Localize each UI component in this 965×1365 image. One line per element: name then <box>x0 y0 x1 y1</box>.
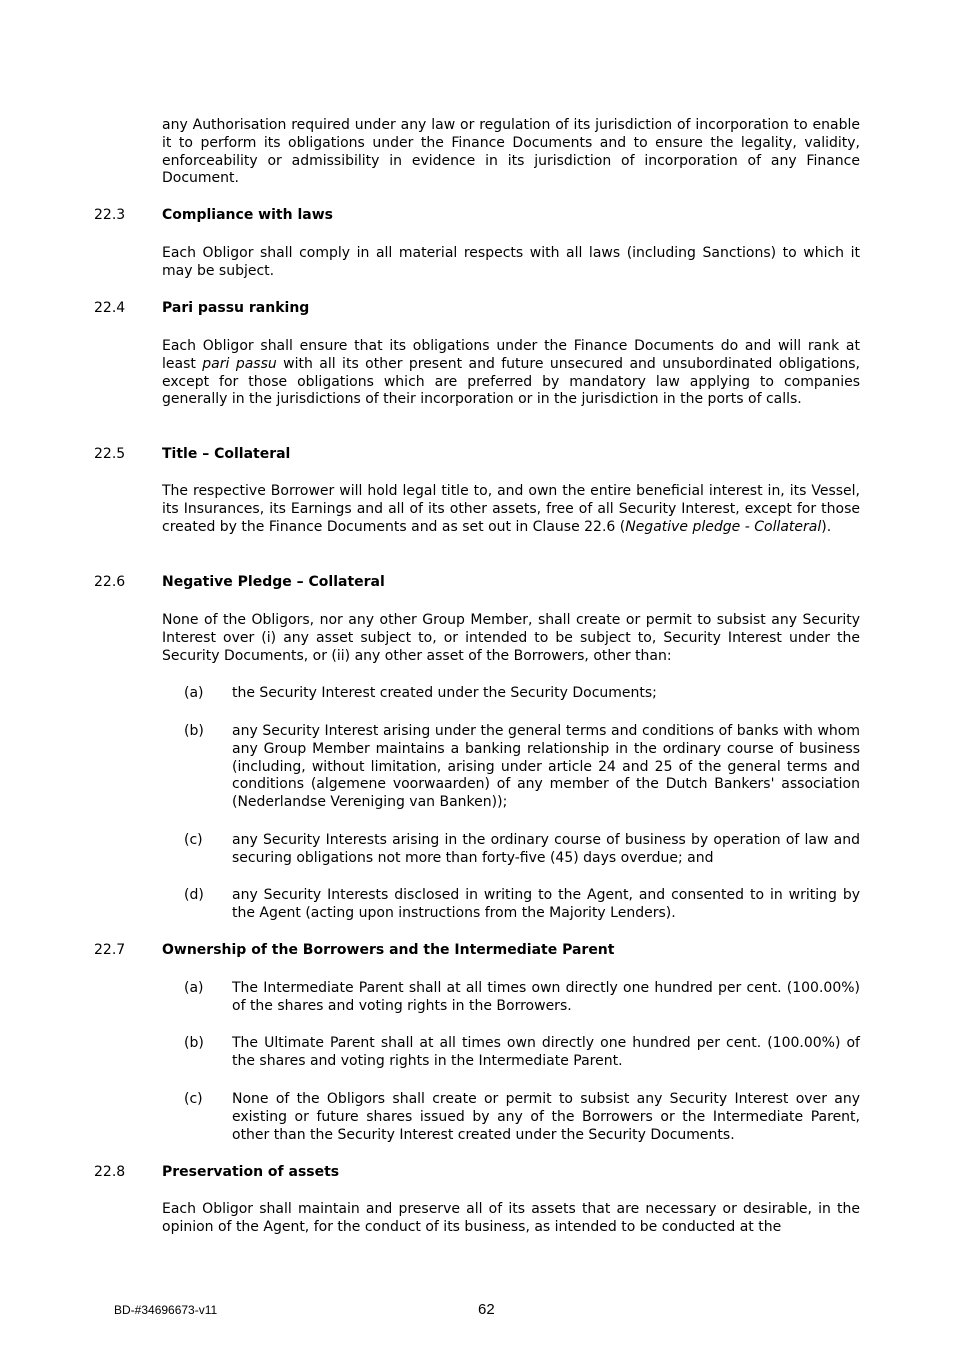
list-item-text: the Security Interest created under the Security Documents; <box>232 685 657 701</box>
clause-title: Preservation of assets <box>162 1164 340 1180</box>
intro-paragraph: any Authorisation required under any law or regulation of its jurisdiction of incorporation to enable it to perform its obligations under the Finance Documents and to ensure the legality, validity, enforceability or admissibility in evidence in its jurisdiction of incorporation of any Finance Document. <box>162 117 860 187</box>
list-item-text: The Intermediate Parent shall at all times own directly one hundred per cent. (100.00%) of the shares and voting rights in the Borrowers. <box>232 980 860 1014</box>
list-item-text: The Ultimate Parent shall at all times own directly one hundred per cent. (100.00%) of the shares and voting rights in the Intermediate Parent. <box>232 1035 860 1069</box>
clause-title: Title – Collateral <box>162 446 291 462</box>
body-italic: pari passu <box>202 355 277 372</box>
clause-title: Compliance with laws <box>162 207 333 223</box>
list-item-text: any Security Interest arising under the general terms and conditions of banks with whom any Group Member maintains a banking relationship in the ordinary course of business (including, without limitation, arising under article 24 and 25 of the general terms and conditions (algemene voorwaarden) of any member of the Dutch Bankers' association (Nederlandse Vereniging van Banken)); <box>232 723 860 811</box>
clause-title: Pari passu ranking <box>162 300 310 316</box>
clause-body-22-8: Each Obligor shall maintain and preserve all of its assets that are necessary or desirable, in the opinion of the Agent, for the conduct of its business, as intended to be conducted at the <box>162 1201 860 1235</box>
list-item-text: any Security Interests arising in the ordinary course of business by operation of law and securing obligations not more than forty-five (45) days overdue; and <box>232 832 860 866</box>
list-item-label: (b) <box>184 1035 204 1051</box>
clause-body-22-6: None of the Obligors, nor any other Group Member, shall create or permit to subsist any Security Interest over (i) any asset subject to, or intended to be subject to, Security Interest under the Security Documents, or (ii) any other asset of the Borrowers, other than: <box>162 612 860 664</box>
list-item-text: any Security Interests disclosed in writing to the Agent, and consented to in writing by the Agent (acting upon instructions from the Majority Lenders). <box>232 887 860 921</box>
body-text: Each Obligor shall ensure that its obligations under the Finance Documents do and will rank at least <box>162 338 860 372</box>
list-item-label: (c) <box>184 832 203 848</box>
clause-title: Negative Pledge – Collateral <box>162 574 385 590</box>
clause-number: 22.7 <box>94 942 126 958</box>
clause-body-22-4 <box>162 338 860 409</box>
clause-number: 22.4 <box>94 300 126 316</box>
document-reference: BD-#34696673-v11 <box>114 1303 218 1317</box>
list-item-label: (c) <box>184 1091 203 1107</box>
list-item-label: (d) <box>184 887 204 903</box>
clause-title: Ownership of the Borrowers and the Intermediate Parent <box>162 942 615 958</box>
list-item-label: (a) <box>184 980 204 996</box>
clause-number: 22.8 <box>94 1164 126 1180</box>
list-item-label: (b) <box>184 723 204 739</box>
body-text: with all its other present and future unsecured and unsubordinated obligations, except for those obligations which are preferred by mandatory law applying to companies generally in the jurisdictions of their incorporation or in the jurisdiction in the ports of calls. <box>162 355 860 408</box>
clause-number: 22.6 <box>94 574 126 590</box>
clause-number: 22.3 <box>94 207 126 223</box>
list-item-text: None of the Obligors shall create or permit to subsist any Security Interest over any existing or future shares issued by any of the Borrowers or the Intermediate Parent, other than the Security Interest created under the Security Documents. <box>232 1091 860 1143</box>
body-italic: Negative pledge - Collateral <box>625 518 822 535</box>
list-item-label: (a) <box>184 685 204 701</box>
body-text: ). <box>821 518 832 535</box>
body-text: The respective Borrower will hold legal title to, and own the entire beneficial interest in, its Vessel, its Insurances, its Earnings and all of its other assets, free of all Security Interest, except for those created by the Finance Documents and as set out in Clause 22.6 ( <box>162 483 860 535</box>
page-number: 62 <box>478 1301 495 1318</box>
clause-body-22-5 <box>162 483 860 536</box>
clause-number: 22.5 <box>94 446 126 462</box>
clause-body-22-3: Each Obligor shall comply in all material respects with all laws (including Sanctions) to which it may be subject. <box>162 245 860 279</box>
